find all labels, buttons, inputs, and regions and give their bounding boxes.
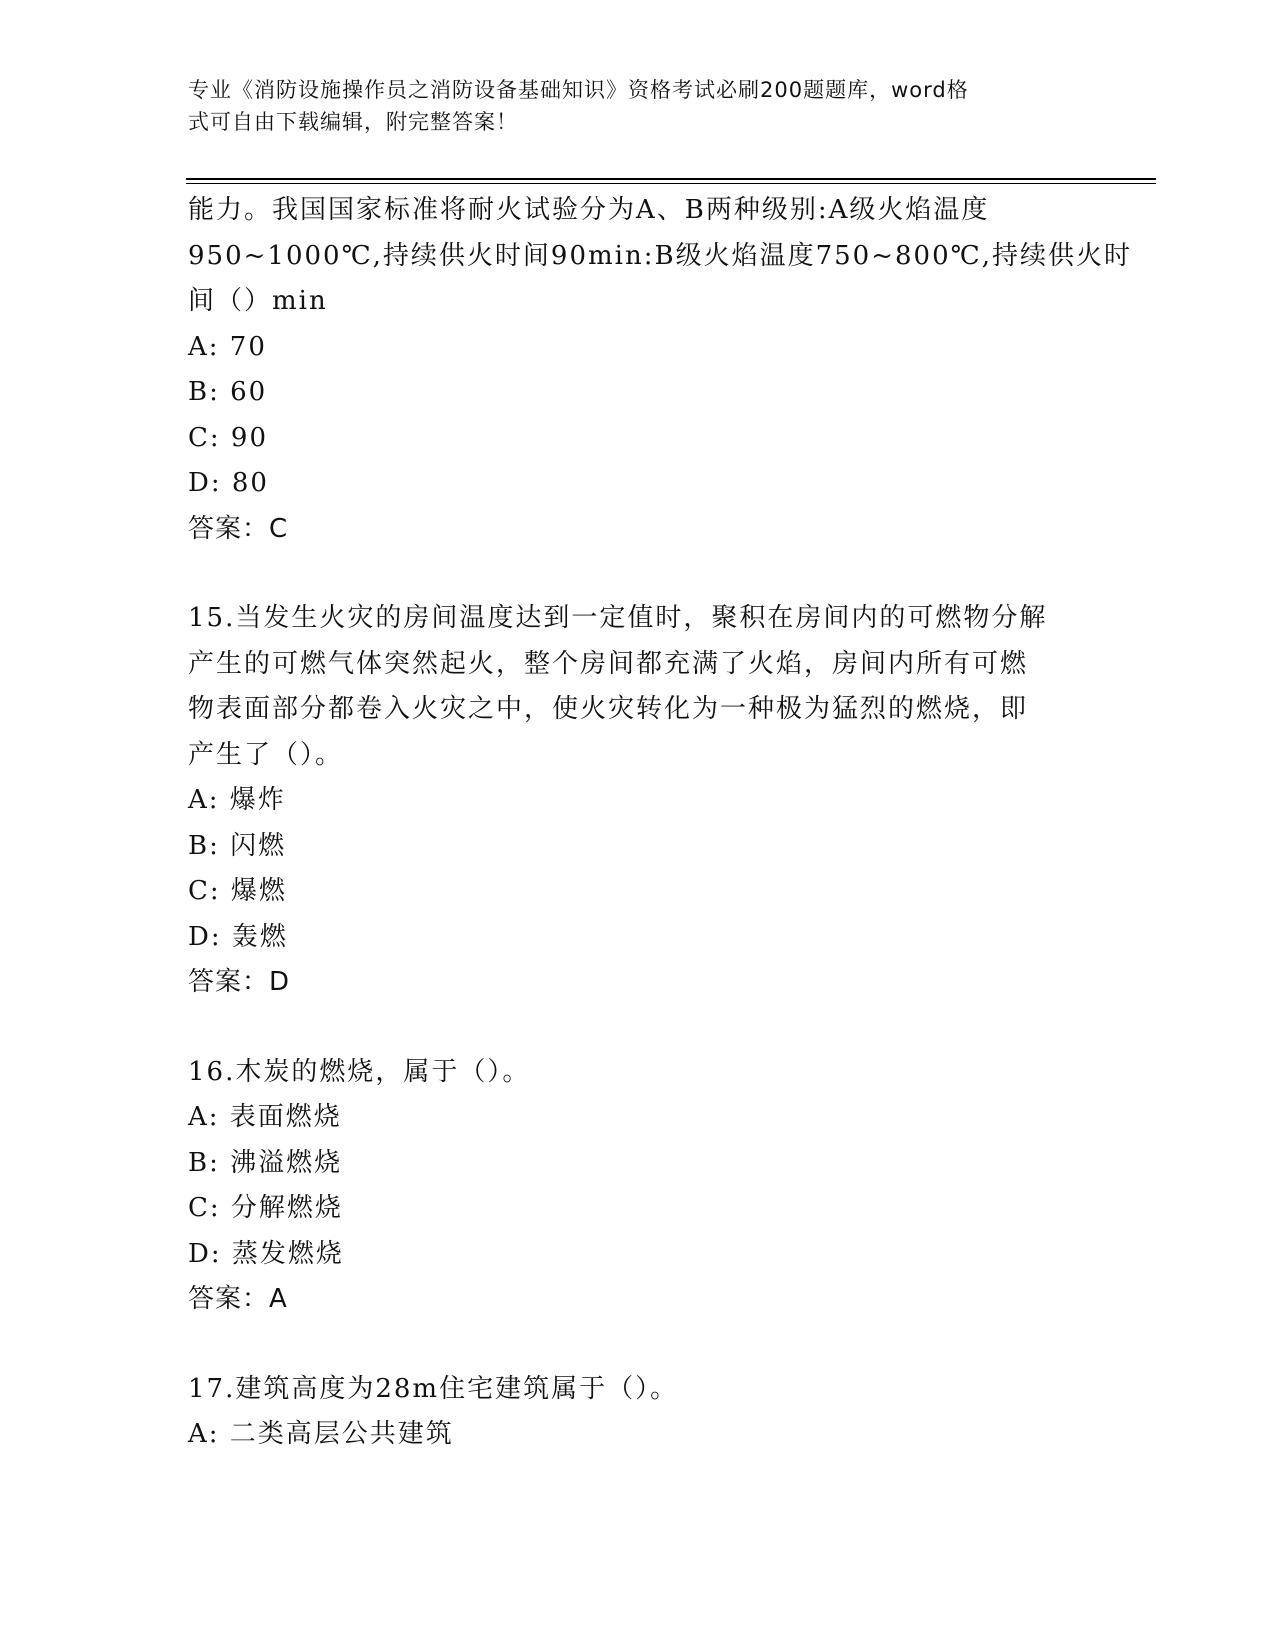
spacer	[188, 552, 1088, 596]
question-stem-line: 17.建筑高度为28m住宅建筑属于（）。	[188, 1373, 679, 1404]
question-stem-line: 16.木炭的燃烧，属于（）。	[188, 1056, 531, 1087]
question-14	[188, 188, 1132, 552]
question-17	[188, 1367, 1088, 1458]
option-a: A: 70	[188, 331, 267, 362]
header-line-2: 式可自由下载编辑，附完整答案！	[188, 110, 518, 134]
question-stem-line: 15.当发生火灾的房间温度达到一定值时，聚积在房间内的可燃物分解	[188, 603, 1048, 633]
answer-line: 答案：C	[188, 513, 289, 544]
option-c: C: 90	[188, 422, 269, 453]
option-a: A: 爆炸	[188, 785, 286, 815]
question-stem-line: 间（）min	[188, 286, 328, 316]
answer-line: 答案：D	[188, 967, 291, 997]
header-divider-thin	[186, 183, 1156, 184]
question-stem-line: 能力。我国国家标准将耐火试验分为A、B两种级别:A级火焰温度	[188, 195, 990, 225]
option-c: C: 分解燃烧	[188, 1193, 343, 1223]
option-d: D: 轰燃	[188, 921, 288, 952]
header-line-1: 专业《消防设施操作员之消防设备基础知识》资格考试必刷200题题库，word格	[188, 78, 969, 102]
question-15	[188, 596, 1088, 1006]
option-b: B: 闪燃	[188, 830, 287, 861]
option-a: A: 表面燃烧	[188, 1102, 342, 1132]
option-b: B: 60	[188, 377, 268, 407]
question-stem-line: 物表面部分都卷入火灾之中，使火灾转化为一种极为猛烈的燃烧，即	[188, 694, 1029, 724]
option-a: A: 二类高层公共建筑	[188, 1419, 454, 1449]
option-c: C: 爆燃	[188, 876, 287, 906]
spacer	[188, 1006, 1088, 1050]
question-stem-line: 产生的可燃气体突然起火，整个房间都充满了火焰，房间内所有可燃	[188, 648, 1029, 679]
option-b: B: 沸溢燃烧	[188, 1147, 343, 1178]
answer-line: 答案：A	[188, 1284, 288, 1314]
question-stem-line: 产生了（）。	[188, 739, 344, 770]
option-d: D: 80	[188, 468, 269, 498]
spacer	[188, 1323, 1088, 1367]
document-header	[188, 74, 1068, 138]
option-d: D: 蒸发燃烧	[188, 1238, 344, 1269]
question-stem-line: 950~1000℃,持续供火时间90min:B级火焰温度750~800℃,持续供火时	[188, 240, 1132, 271]
document-body	[188, 188, 1132, 1458]
header-divider-thick	[186, 178, 1156, 180]
question-16	[188, 1050, 1088, 1323]
